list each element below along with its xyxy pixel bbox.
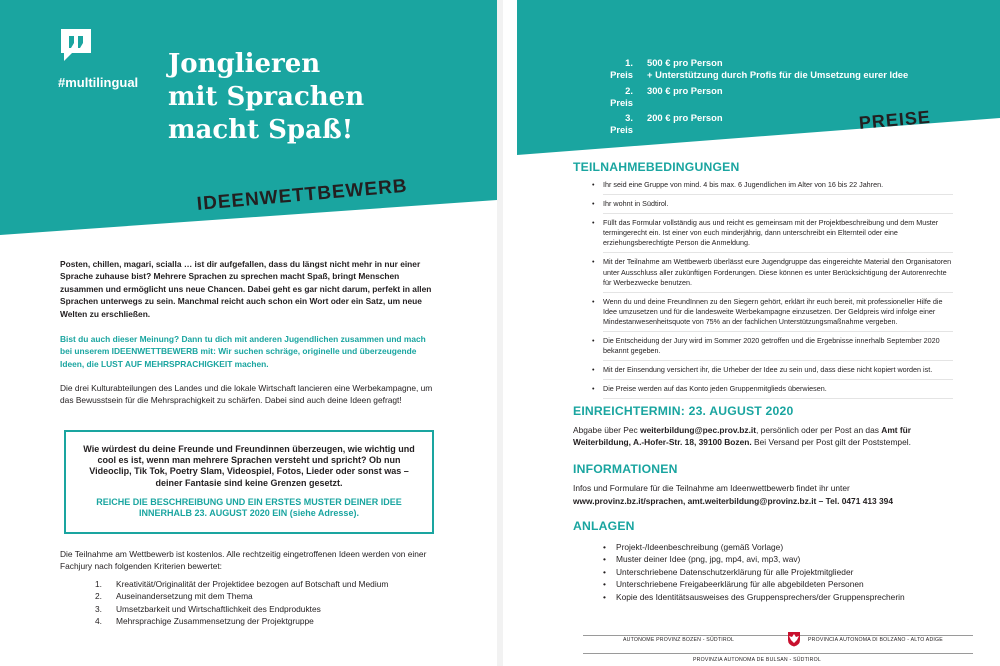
submission-notice: REICHE DIE BESCHREIBUNG UND EIN ERSTES MUSTER DEINER IDEE INNERHALB 23. AUGUST 2020 EIN (siehe Adresse). (96, 496, 402, 519)
attachments-heading: ANLAGEN (573, 519, 635, 533)
prize-description (647, 112, 723, 136)
footer-divider (583, 635, 973, 636)
deadline-text: Abgabe über Pec (573, 425, 641, 435)
prize-amount: 300 € pro Person (647, 84, 723, 96)
deadline-text: , persönlich oder per Post an das (756, 425, 882, 435)
list-item: • Die Preise werden auf das Konto jeden Gruppenmitglieds überwiesen. (603, 384, 953, 399)
prize-extra: + Unterstützung durch Profis für die Umsetzung eurer Idee (647, 69, 909, 80)
info-heading: INFORMATIONEN (573, 462, 678, 476)
campaign-paragraph: Die drei Kulturabteilungen des Landes und die lokale Wirtschaft lancieren eine Werbekampagne, um das Bewusstsein für die Mehrsprachigkeit zu schärfen. Dabei sind auch deine Ideen gefragt! (60, 383, 433, 406)
prize-amount: 200 € pro Person (647, 112, 723, 123)
page-title (168, 48, 458, 147)
prize-description (647, 85, 723, 109)
prize-rank: 2. Preis (610, 84, 633, 108)
criterion-label: Kreativität/Originalität der Projektidee bezogen auf Botschaft und Medium (116, 579, 389, 589)
left-page (0, 0, 497, 666)
list-item: • Muster deiner Idee (png, jpg, mp4, avi, mp3, wav) (616, 553, 976, 565)
list-item: • Ihr seid eine Gruppe von mind. 4 bis max. 6 Jugendlichen im Alter von 16 bis 22 Jahren. (603, 180, 953, 195)
deadline-text: Bei Versand per Post gilt der Poststempel. (751, 437, 911, 448)
title-line: macht Spaß! (168, 115, 354, 145)
eagle-coat-of-arms-icon (787, 631, 801, 647)
challenge-box (64, 430, 434, 534)
prize-description (647, 57, 908, 81)
list-item: • Mit der Teilnahme am Wettbewerb überlässt eure Jugendgruppe das eingereichte Material den Organisatoren unter Ausschluss aller zukünftigen Forderungen. Diese können es unter Berücksichtigung der Autorenrechte für Werbezwecke benutzen. (603, 257, 953, 292)
list-item (60, 590, 440, 602)
challenge-question: Wie würdest du deine Freunde und Freundinnen überzeugen, wie wichtig und cool es ist, wenn man mehrere Sprachen versteht und spricht? Ob nun Videoclip, Tik Tok, Poetry Slam, Videospiel, Fotos, Lieder oder sonst was – deiner Fantasie sind keine Grenzen gesetzt. (83, 444, 415, 488)
info-text: Infos und Formulare für die Teilnahme am Ideenwettbewerb findet ihr unter (573, 483, 850, 493)
criterion-number: 2. (95, 591, 102, 602)
list-item: • Füllt das Formular vollständig aus und reicht es gemeinsam mit der Projektbeschreibung und dem Muster termingerecht ein. Ist einer von euch minderjährig, dann unterschreibt ein Elternteil oder eine erziehungsberechtigte Person die Anmeldung. (603, 218, 953, 253)
list-item (60, 578, 440, 590)
criteria-list (60, 578, 440, 628)
prize-rank: 3. Preis (610, 112, 633, 135)
criterion-number: 1. (95, 579, 102, 589)
deadline-paragraph (573, 424, 963, 449)
list-item: • Ihr wohnt in Südtirol. (603, 199, 953, 214)
pec-email-link[interactable]: weiterbildung@pec.prov.bz.it (640, 425, 757, 435)
footer-province-it: PROVINCIA AUTONOMA DI BOLZANO - ALTO ADIGE (808, 637, 943, 643)
intro-paragraph: Posten, chillen, magari, scialla … ist dir aufgefallen, dass du längst nicht mehr in nur einer Sprache zuhause bist? Mehrere Sprachen zu sprechen macht Spaß, bringt Menschen zusammen und ermöglicht uns neue Chancen. Dabei geht es gar nicht darum, perfekt in allen Sprachen unterwegs zu sein. Manchmal reicht auch schon ein Wort oder ein Satz, um neue Welten zu erschließen. (60, 259, 432, 319)
footer-province-lad: PROVINZIA AUTONOMA DE BULSAN - SÜDTIROL (693, 657, 821, 663)
criterion-label: Auseinandersetzung mit dem Thema (116, 591, 253, 602)
list-item: • Die Entscheidung der Jury wird im Sommer 2020 getroffen und die Ergebnisse innerhalb September 2020 bekannt gegeben. (603, 336, 953, 361)
office-address: Amt für Weiterbildung, A.-Hofer-Str. 18, 39100 Bozen. (573, 425, 912, 448)
attachments-list (616, 541, 976, 603)
title-line: mit Sprachen (168, 82, 365, 112)
call-to-action-paragraph: Bist du auch dieser Meinung? Dann tu dich mit anderen Jugendlichen zusammen und mach bei unserem IDEENWETTBEWERB mit: Wir suchen schräge, originelle und überzeugende Ideen, die LUST AUF MEHRSPRACHIGKEIT machen. (60, 334, 426, 369)
criterion-number: 4. (95, 616, 102, 627)
criterion-label: Mehrsprachige Zusammensetzung der Projektgruppe (116, 616, 314, 627)
info-links[interactable]: www.provinz.bz.it/sprachen, amt.weiterbildung@provinz.bz.it – Tel. 0471 413 394 (573, 496, 893, 506)
criterion-number: 3. (95, 603, 102, 614)
prize-row (603, 57, 908, 81)
ideenwettbewerb-tag: IDEENWETTBEWERB (196, 175, 409, 215)
title-line: Jonglieren (168, 49, 321, 79)
list-item: • Mit der Einsendung versichert ihr, die Urheber der Idee zu sein und, dass diese nicht kopiert worden ist. (603, 365, 953, 380)
list-item: • Wenn du und deine FreundInnen zu den Siegern gehört, erklärt ihr euch bereit, mit professioneller Hilfe die Idee umzusetzen und für die landesweite Werbekampagne einzusetzen. Der Geldpreis wird infolge einer Mindestanwesenheitsquote von 75% an der fachlichen Unterstützungsmaßnahme vergeben. (603, 297, 953, 332)
list-item (60, 603, 440, 615)
deadline-heading: EINREICHTERMIN: 23. AUGUST 2020 (573, 404, 794, 418)
speech-quote-icon (58, 27, 94, 63)
footer (583, 630, 973, 666)
list-item: • Projekt-/Ideenbeschreibung (gemäß Vorlage) (616, 541, 976, 553)
conditions-list (603, 180, 953, 403)
criterion-label: Umsetzbarkeit und Wirtschaftlichkeit des Endproduktes (116, 603, 321, 614)
prize-amount: 500 € pro Person (647, 57, 723, 68)
right-page (503, 0, 1000, 666)
list-item: • Unterschriebene Datenschutzerklärung für alle Projektmitglieder (616, 566, 976, 578)
prize-row (603, 85, 908, 109)
list-item: • Kopie des Identitätsausweises des Gruppensprechers/der Gruppensprecherin (616, 591, 976, 603)
list-item (60, 615, 440, 627)
footer-divider (583, 653, 973, 654)
footer-province-de: AUTONOME PROVINZ BOZEN - SÜDTIROL (623, 637, 735, 643)
hashtag-label: #multilingual (58, 75, 139, 90)
prize-rank: 1. Preis (610, 57, 633, 80)
conditions-heading: TEILNAHMEBEDINGUNGEN (573, 160, 740, 174)
list-item: • Unterschriebene Freigabeerklärung für alle abgebildeten Personen (616, 578, 976, 590)
jury-intro: Die Teilnahme am Wettbewerb ist kostenlos. Alle rechtzeitig eingetroffenen Ideen werden von einer Fachjury nach folgenden Kriterien bewertet: (60, 549, 427, 572)
preise-tag: PREISE (858, 106, 932, 133)
